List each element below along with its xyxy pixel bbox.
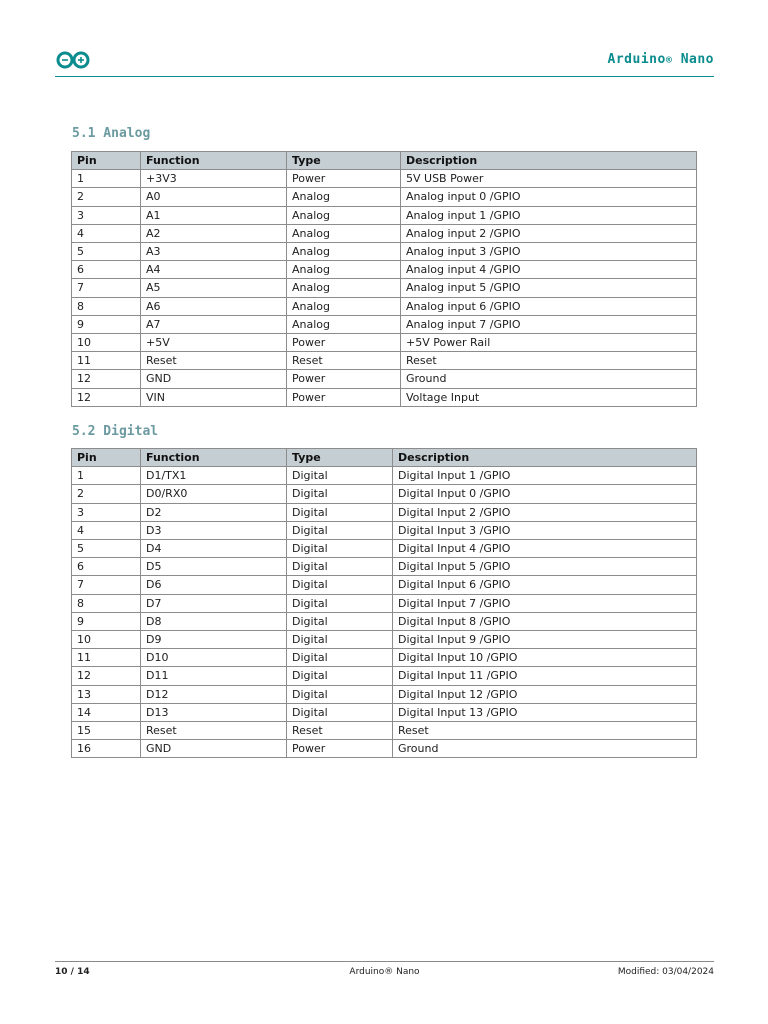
page-header xyxy=(55,48,714,77)
page-footer xyxy=(55,961,714,982)
digital-pin-table xyxy=(71,448,697,758)
cell-type: Digital xyxy=(287,503,393,521)
cell-pin: 7 xyxy=(72,279,141,297)
cell-type: Digital xyxy=(287,540,393,558)
cell-pin: 4 xyxy=(72,224,141,242)
cell-type: Digital xyxy=(287,576,393,594)
cell-description: Analog input 4 /GPIO xyxy=(401,261,697,279)
table-row xyxy=(72,224,697,242)
column-header-type: Type xyxy=(287,449,393,467)
cell-type: Analog xyxy=(287,261,401,279)
table-row xyxy=(72,503,697,521)
table-row xyxy=(72,370,697,388)
column-header-pin: Pin xyxy=(72,152,141,170)
cell-type: Digital xyxy=(287,558,393,576)
cell-pin: 14 xyxy=(72,703,141,721)
cell-function: D1/TX1 xyxy=(141,467,287,485)
cell-function: D2 xyxy=(141,503,287,521)
cell-description: Digital Input 0 /GPIO xyxy=(393,485,697,503)
cell-pin: 3 xyxy=(72,206,141,224)
cell-type: Reset xyxy=(287,722,393,740)
cell-type: Analog xyxy=(287,297,401,315)
cell-function: D4 xyxy=(141,540,287,558)
table-row xyxy=(72,594,697,612)
cell-description: Digital Input 6 /GPIO xyxy=(393,576,697,594)
column-header-function: Function xyxy=(141,152,287,170)
cell-pin: 5 xyxy=(72,540,141,558)
table-row xyxy=(72,631,697,649)
table-row xyxy=(72,352,697,370)
cell-pin: 11 xyxy=(72,649,141,667)
table-row xyxy=(72,649,697,667)
cell-type: Analog xyxy=(287,206,401,224)
table-row xyxy=(72,334,697,352)
footer-product-name: Arduino® Nano xyxy=(349,967,420,977)
cell-description: Digital Input 8 /GPIO xyxy=(393,612,697,630)
cell-function: D9 xyxy=(141,631,287,649)
cell-pin: 12 xyxy=(72,370,141,388)
cell-pin: 15 xyxy=(72,722,141,740)
cell-function: A5 xyxy=(141,279,287,297)
column-header-function: Function xyxy=(141,449,287,467)
cell-function: D7 xyxy=(141,594,287,612)
section-title-analog: 5.1 Analog xyxy=(72,126,151,141)
column-header-description: Description xyxy=(401,152,697,170)
cell-function: A0 xyxy=(141,188,287,206)
cell-pin: 8 xyxy=(72,594,141,612)
cell-description: Voltage Input xyxy=(401,388,697,406)
table-row xyxy=(72,188,697,206)
table-row xyxy=(72,485,697,503)
cell-type: Power xyxy=(287,740,393,758)
cell-description: Reset xyxy=(393,722,697,740)
cell-type: Digital xyxy=(287,685,393,703)
cell-description: Digital Input 3 /GPIO xyxy=(393,521,697,539)
cell-pin: 2 xyxy=(72,188,141,206)
cell-pin: 7 xyxy=(72,576,141,594)
cell-type: Analog xyxy=(287,243,401,261)
table-row xyxy=(72,297,697,315)
cell-description: Digital Input 11 /GPIO xyxy=(393,667,697,685)
column-header-type: Type xyxy=(287,152,401,170)
cell-pin: 6 xyxy=(72,558,141,576)
cell-description: Digital Input 4 /GPIO xyxy=(393,540,697,558)
cell-function: A1 xyxy=(141,206,287,224)
table-row xyxy=(72,667,697,685)
cell-function: A2 xyxy=(141,224,287,242)
cell-pin: 2 xyxy=(72,485,141,503)
table-row xyxy=(72,685,697,703)
cell-function: D12 xyxy=(141,685,287,703)
table-row xyxy=(72,315,697,333)
cell-function: D0/RX0 xyxy=(141,485,287,503)
arduino-logo-icon xyxy=(55,50,91,70)
cell-pin: 12 xyxy=(72,388,141,406)
cell-description: Analog input 7 /GPIO xyxy=(401,315,697,333)
cell-pin: 8 xyxy=(72,297,141,315)
cell-type: Digital xyxy=(287,594,393,612)
cell-function: GND xyxy=(141,740,287,758)
cell-type: Digital xyxy=(287,649,393,667)
table-row xyxy=(72,521,697,539)
cell-description: Ground xyxy=(401,370,697,388)
cell-pin: 1 xyxy=(72,467,141,485)
cell-function: VIN xyxy=(141,388,287,406)
document-brand-title xyxy=(608,52,714,67)
cell-type: Analog xyxy=(287,188,401,206)
table-row xyxy=(72,467,697,485)
cell-description: +5V Power Rail xyxy=(401,334,697,352)
table-row xyxy=(72,558,697,576)
cell-description: Digital Input 5 /GPIO xyxy=(393,558,697,576)
cell-function: D10 xyxy=(141,649,287,667)
cell-type: Digital xyxy=(287,467,393,485)
table-row xyxy=(72,243,697,261)
cell-pin: 3 xyxy=(72,503,141,521)
cell-type: Power xyxy=(287,170,401,188)
cell-pin: 9 xyxy=(72,612,141,630)
cell-description: Analog input 2 /GPIO xyxy=(401,224,697,242)
cell-description: Analog input 5 /GPIO xyxy=(401,279,697,297)
section-title-digital: 5.2 Digital xyxy=(72,424,159,439)
table-header-row xyxy=(72,449,697,467)
table-row xyxy=(72,722,697,740)
cell-description: Digital Input 7 /GPIO xyxy=(393,594,697,612)
cell-pin: 10 xyxy=(72,334,141,352)
cell-description: Digital Input 13 /GPIO xyxy=(393,703,697,721)
cell-function: +5V xyxy=(141,334,287,352)
cell-type: Digital xyxy=(287,703,393,721)
table-row xyxy=(72,612,697,630)
brand-registered-mark: ® xyxy=(665,55,673,66)
cell-function: A7 xyxy=(141,315,287,333)
cell-pin: 9 xyxy=(72,315,141,333)
cell-type: Digital xyxy=(287,631,393,649)
table-row xyxy=(72,740,697,758)
cell-description: Ground xyxy=(393,740,697,758)
cell-pin: 5 xyxy=(72,243,141,261)
cell-type: Power xyxy=(287,370,401,388)
cell-type: Digital xyxy=(287,485,393,503)
cell-description: 5V USB Power xyxy=(401,170,697,188)
cell-description: Reset xyxy=(401,352,697,370)
table-row xyxy=(72,170,697,188)
table-row xyxy=(72,279,697,297)
page-number: 10 / 14 xyxy=(55,967,90,977)
brand-name: Arduino xyxy=(607,52,666,67)
column-header-pin: Pin xyxy=(72,449,141,467)
cell-function: D11 xyxy=(141,667,287,685)
cell-type: Digital xyxy=(287,521,393,539)
cell-pin: 6 xyxy=(72,261,141,279)
cell-function: D8 xyxy=(141,612,287,630)
table-row xyxy=(72,576,697,594)
cell-function: A6 xyxy=(141,297,287,315)
cell-pin: 10 xyxy=(72,631,141,649)
cell-type: Analog xyxy=(287,279,401,297)
cell-description: Digital Input 10 /GPIO xyxy=(393,649,697,667)
cell-description: Digital Input 9 /GPIO xyxy=(393,631,697,649)
table-row xyxy=(72,540,697,558)
cell-pin: 13 xyxy=(72,685,141,703)
cell-description: Analog input 0 /GPIO xyxy=(401,188,697,206)
brand-product: Nano xyxy=(680,52,714,67)
cell-type: Digital xyxy=(287,612,393,630)
table-header-row xyxy=(72,152,697,170)
cell-pin: 12 xyxy=(72,667,141,685)
table-row xyxy=(72,206,697,224)
cell-type: Power xyxy=(287,388,401,406)
cell-function: GND xyxy=(141,370,287,388)
cell-type: Power xyxy=(287,334,401,352)
analog-pin-table xyxy=(71,151,697,407)
cell-description: Digital Input 12 /GPIO xyxy=(393,685,697,703)
cell-pin: 1 xyxy=(72,170,141,188)
cell-function: Reset xyxy=(141,722,287,740)
cell-type: Analog xyxy=(287,315,401,333)
cell-function: D3 xyxy=(141,521,287,539)
cell-pin: 11 xyxy=(72,352,141,370)
cell-type: Analog xyxy=(287,224,401,242)
cell-function: D5 xyxy=(141,558,287,576)
cell-description: Analog input 6 /GPIO xyxy=(401,297,697,315)
cell-description: Digital Input 2 /GPIO xyxy=(393,503,697,521)
cell-type: Digital xyxy=(287,667,393,685)
cell-function: Reset xyxy=(141,352,287,370)
cell-pin: 16 xyxy=(72,740,141,758)
cell-description: Analog input 3 /GPIO xyxy=(401,243,697,261)
cell-function: A4 xyxy=(141,261,287,279)
table-row xyxy=(72,261,697,279)
cell-description: Digital Input 1 /GPIO xyxy=(393,467,697,485)
cell-type: Reset xyxy=(287,352,401,370)
cell-description: Analog input 1 /GPIO xyxy=(401,206,697,224)
cell-function: D13 xyxy=(141,703,287,721)
cell-pin: 4 xyxy=(72,521,141,539)
table-row xyxy=(72,703,697,721)
cell-function: +3V3 xyxy=(141,170,287,188)
column-header-description: Description xyxy=(393,449,697,467)
cell-function: D6 xyxy=(141,576,287,594)
table-row xyxy=(72,388,697,406)
cell-function: A3 xyxy=(141,243,287,261)
modified-date: Modified: 03/04/2024 xyxy=(617,967,714,977)
